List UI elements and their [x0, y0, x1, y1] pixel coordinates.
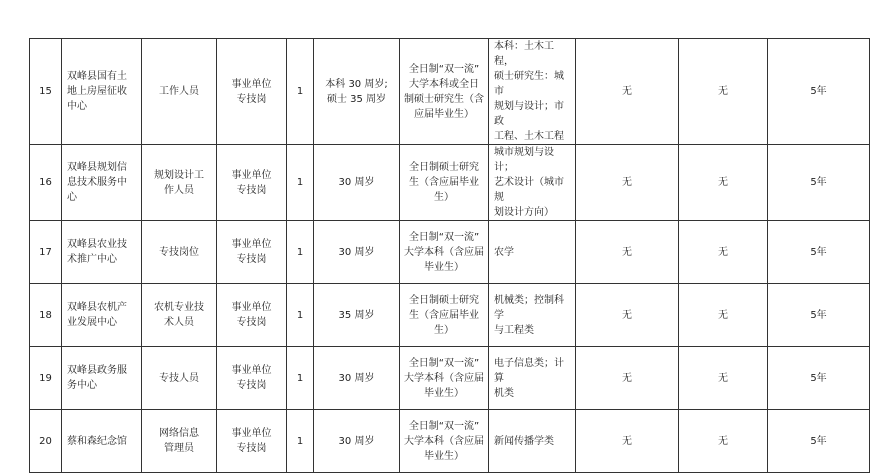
requirement-cell: 无: [679, 410, 768, 473]
headcount-cell: 1: [287, 284, 314, 347]
age-limit-cell: 30 周岁: [314, 221, 400, 284]
major-cell: 城市规划与设计； 艺术设计（城市规 划设计方向）: [489, 145, 576, 221]
requirement-cell: 无: [576, 284, 679, 347]
table-body: [30, 39, 870, 473]
table-row: [30, 410, 870, 473]
requirement-cell: 无: [679, 284, 768, 347]
unit-name-cell: 双峰县国有土 地上房屋征收 中心: [62, 39, 142, 145]
post-type-cell: 事业单位 专技岗: [217, 410, 287, 473]
age-limit-cell: 35 周岁: [314, 284, 400, 347]
education-cell: 全日制“双一流” 大学本科（含应届 毕业生）: [400, 410, 489, 473]
education-cell: 全日制“双一流” 大学本科（含应届 毕业生）: [400, 347, 489, 410]
requirement-cell: 无: [679, 145, 768, 221]
post-type-cell: 事业单位 专技岗: [217, 221, 287, 284]
unit-name-cell: 双峰县农业技 术推广中心: [62, 221, 142, 284]
headcount-cell: 1: [287, 410, 314, 473]
table-row: [30, 347, 870, 410]
headcount-cell: 1: [287, 39, 314, 145]
requirement-cell: 无: [576, 410, 679, 473]
post-name-cell: 专技人员: [142, 347, 217, 410]
row-number-cell: 15: [30, 39, 62, 145]
unit-name-cell: 双峰县农机产 业发展中心: [62, 284, 142, 347]
row-number-cell: 16: [30, 145, 62, 221]
unit-name-cell: 双峰县规划信 息技术服务中 心: [62, 145, 142, 221]
major-cell: 本科：土木工程， 硕士研究生：城市 规划与设计；市政 工程、土木工程: [489, 39, 576, 145]
major-cell: 电子信息类；计算 机类: [489, 347, 576, 410]
table-row: [30, 284, 870, 347]
unit-name-cell: 双峰县政务服 务中心: [62, 347, 142, 410]
education-cell: 全日制“双一流” 大学本科或全日 制硕士研究生（含 应届毕业生）: [400, 39, 489, 145]
requirement-cell: 无: [576, 347, 679, 410]
headcount-cell: 1: [287, 347, 314, 410]
education-cell: 全日制“双一流” 大学本科（含应届 毕业生）: [400, 221, 489, 284]
major-cell: 新闻传播学类: [489, 410, 576, 473]
headcount-cell: 1: [287, 145, 314, 221]
requirement-cell: 无: [576, 221, 679, 284]
post-name-cell: 规划设计工 作人员: [142, 145, 217, 221]
table-row: [30, 145, 870, 221]
post-name-cell: 农机专业技 术人员: [142, 284, 217, 347]
service-term-cell: 5年: [768, 284, 870, 347]
requirement-cell: 无: [576, 145, 679, 221]
unit-name-cell: 蔡和森纪念馆: [62, 410, 142, 473]
recruitment-table: [29, 38, 870, 473]
service-term-cell: 5年: [768, 410, 870, 473]
row-number-cell: 19: [30, 347, 62, 410]
table-row: [30, 39, 870, 145]
requirement-cell: 无: [679, 39, 768, 145]
education-cell: 全日制硕士研究 生（含应届毕业 生）: [400, 284, 489, 347]
post-name-cell: 工作人员: [142, 39, 217, 145]
service-term-cell: 5年: [768, 347, 870, 410]
age-limit-cell: 本科 30 周岁; 硕士 35 周岁: [314, 39, 400, 145]
service-term-cell: 5年: [768, 221, 870, 284]
service-term-cell: 5年: [768, 39, 870, 145]
post-type-cell: 事业单位 专技岗: [217, 145, 287, 221]
major-cell: 机械类；控制科学 与工程类: [489, 284, 576, 347]
row-number-cell: 20: [30, 410, 62, 473]
service-term-cell: 5年: [768, 145, 870, 221]
age-limit-cell: 30 周岁: [314, 145, 400, 221]
row-number-cell: 18: [30, 284, 62, 347]
age-limit-cell: 30 周岁: [314, 410, 400, 473]
education-cell: 全日制硕士研究 生（含应届毕业 生）: [400, 145, 489, 221]
post-type-cell: 事业单位 专技岗: [217, 347, 287, 410]
requirement-cell: 无: [576, 39, 679, 145]
post-type-cell: 事业单位 专技岗: [217, 284, 287, 347]
post-name-cell: 专技岗位: [142, 221, 217, 284]
age-limit-cell: 30 周岁: [314, 347, 400, 410]
requirement-cell: 无: [679, 347, 768, 410]
post-name-cell: 网络信息 管理员: [142, 410, 217, 473]
requirement-cell: 无: [679, 221, 768, 284]
row-number-cell: 17: [30, 221, 62, 284]
post-type-cell: 事业单位 专技岗: [217, 39, 287, 145]
major-cell: 农学: [489, 221, 576, 284]
table-row: [30, 221, 870, 284]
recruitment-table-container: [29, 38, 870, 473]
headcount-cell: 1: [287, 221, 314, 284]
